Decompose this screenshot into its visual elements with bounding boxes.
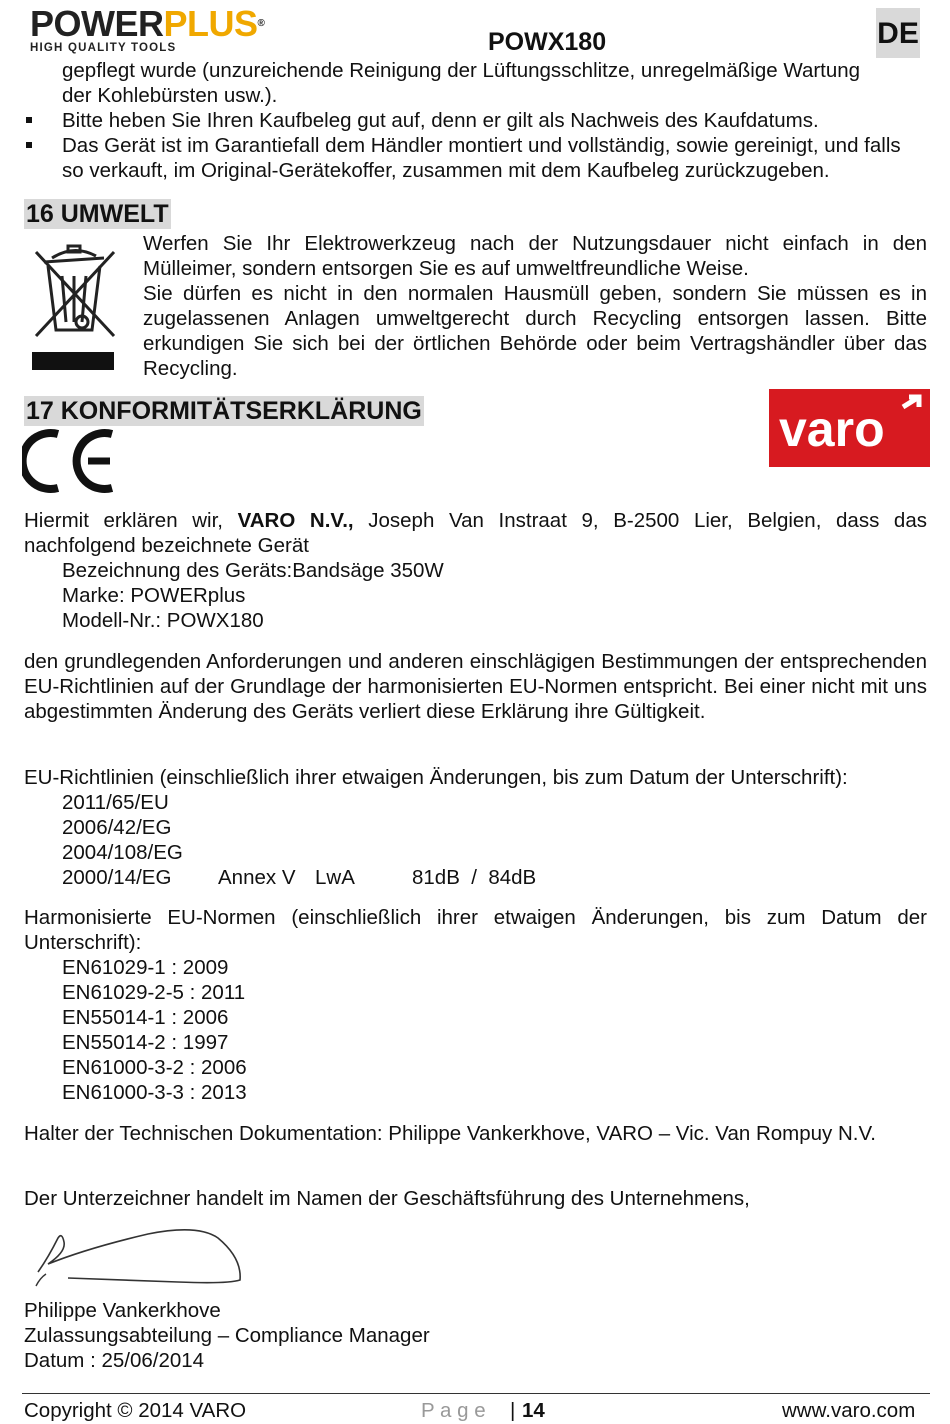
tech-doc-holder: Halter der Technischen Dokumentation: Philippe Vankerkhove, VARO – Vic. Van Rompuy N.V. [24,1122,876,1145]
varo-logo-text: varo [779,401,885,457]
signer-name: Philippe Vankerkhove [24,1299,221,1322]
noise-values: 81dB / 84dB [412,866,537,889]
intro-cont-line2: der Kohlebürsten usw.). [62,84,278,107]
device-model: Modell-Nr.: POWX180 [62,609,264,632]
standard-item: EN61029-1 : 2009 [62,956,229,979]
language-badge: DE [876,8,920,58]
ce-mark-icon [22,428,118,494]
signature-date: Datum : 25/06/2014 [24,1349,205,1372]
signature-image [28,1218,258,1294]
standard-item: EN55014-1 : 2006 [62,1006,229,1029]
model-number: POWX180 [488,28,607,56]
footer-website: www.varo.com [782,1399,916,1422]
footer-page-separator: | [510,1399,516,1422]
standard-item: EN61000-3-2 : 2006 [62,1056,247,1079]
device-name: Bezeichnung des Geräts:Bandsäge 350W [62,559,444,582]
standard-item: EN61000-3-3 : 2013 [62,1081,247,1104]
bullet-item: Bitte heben Sie Ihren Kaufbeleg gut auf, denn er gilt als Nachweis des Kaufdatums. [24,108,927,133]
company-name: VARO N.V., [237,509,354,532]
umwelt-para2: Sie dürfen es nicht in den normalen Hausmüll geben, sondern Sie müssen es in zugelassenen Anlagen umweltgerecht durch Recycling entsorgen lassen. Bitte erkundigen Sie sich bei der örtlichen Behörde oder beim Vertragshändler über das Recycling. [143,282,927,380]
footer-divider [22,1393,930,1394]
weee-bin-icon [24,236,124,376]
standard-item: EN55014-2 : 1997 [62,1031,229,1054]
section-heading-konformitaet: 17 KONFORMITÄTSERKLÄRUNG [26,397,422,425]
directive-item: 2011/65/EU [62,791,169,814]
directive-item: 2000/14/EG [62,866,172,889]
footer-page-number: 14 [522,1399,545,1422]
intro-cont-line1: gepflegt wurde (unzureichende Reinigung der Lüftungsschlitze, unregelmäßige Wartung [62,59,861,82]
directive-item: 2004/108/EG [62,841,183,864]
logo-tagline: HIGH QUALITY TOOLS [30,42,177,54]
conformity-text: den grundlegenden Anforderungen und anderen einschlägigen Bestimmungen der entsprechenden EU-Richtlinien auf der Grundlage der harmonisierten EU-Normen entspricht. Bei einer nicht mit uns abgestimmten Änderung des Geräts verliert diese Erklärung ihre Gültigkeit. [24,650,927,723]
directives-title: EU-Richtlinien (einschließlich ihrer etwaigen Änderungen, bis zum Datum der Unterschrift): [24,766,848,789]
noise-lwa: LwA [315,866,355,889]
signer-role: Zulassungsabteilung – Compliance Manager [24,1324,430,1347]
device-brand: Marke: POWERplus [62,584,246,607]
bullet-square-icon [26,142,32,148]
bullet-square-icon [26,117,32,123]
standard-item: EN61029-2-5 : 2011 [62,981,246,1004]
declaration-text: Hiermit erklären wir, VARO N.V., Joseph Van Instraat 9, B-2500 Lier, Belgien, dass das nachfolgend bezeichnete Gerät [24,509,927,557]
standards-title: Harmonisierte EU-Normen (einschließlich ihrer etwaigen Änderungen, bis zum Datum der Unterschrift): [24,906,927,954]
section-heading-umwelt: 16 UMWELT [26,200,169,228]
directive-item: 2006/42/EG [62,816,172,839]
varo-logo [769,389,930,467]
signatory-note: Der Unterzeichner handelt im Namen der Geschäftsführung des Unternehmens, [24,1187,750,1210]
powerplus-logo: POWERPLUS® HIGH QUALITY TOOLS [30,6,300,54]
footer-copyright: Copyright © 2014 VARO [24,1399,247,1422]
umwelt-para1: Werfen Sie Ihr Elektrowerkzeug nach der Nutzungsdauer nicht einfach in den Mülleimer, sondern entsorgen Sie es auf umweltfreundliche Weise. [143,232,927,280]
noise-annex: Annex V [218,866,296,889]
bullet-item: Das Gerät ist im Garantiefall dem Händler montiert und vollständig, sowie gereinigt, und falls so verkauft, im Original-Gerätekoffer, zusammen mit dem Kaufbeleg zurückzugeben. [24,133,927,183]
footer-page-label: P a g e [421,1399,486,1422]
